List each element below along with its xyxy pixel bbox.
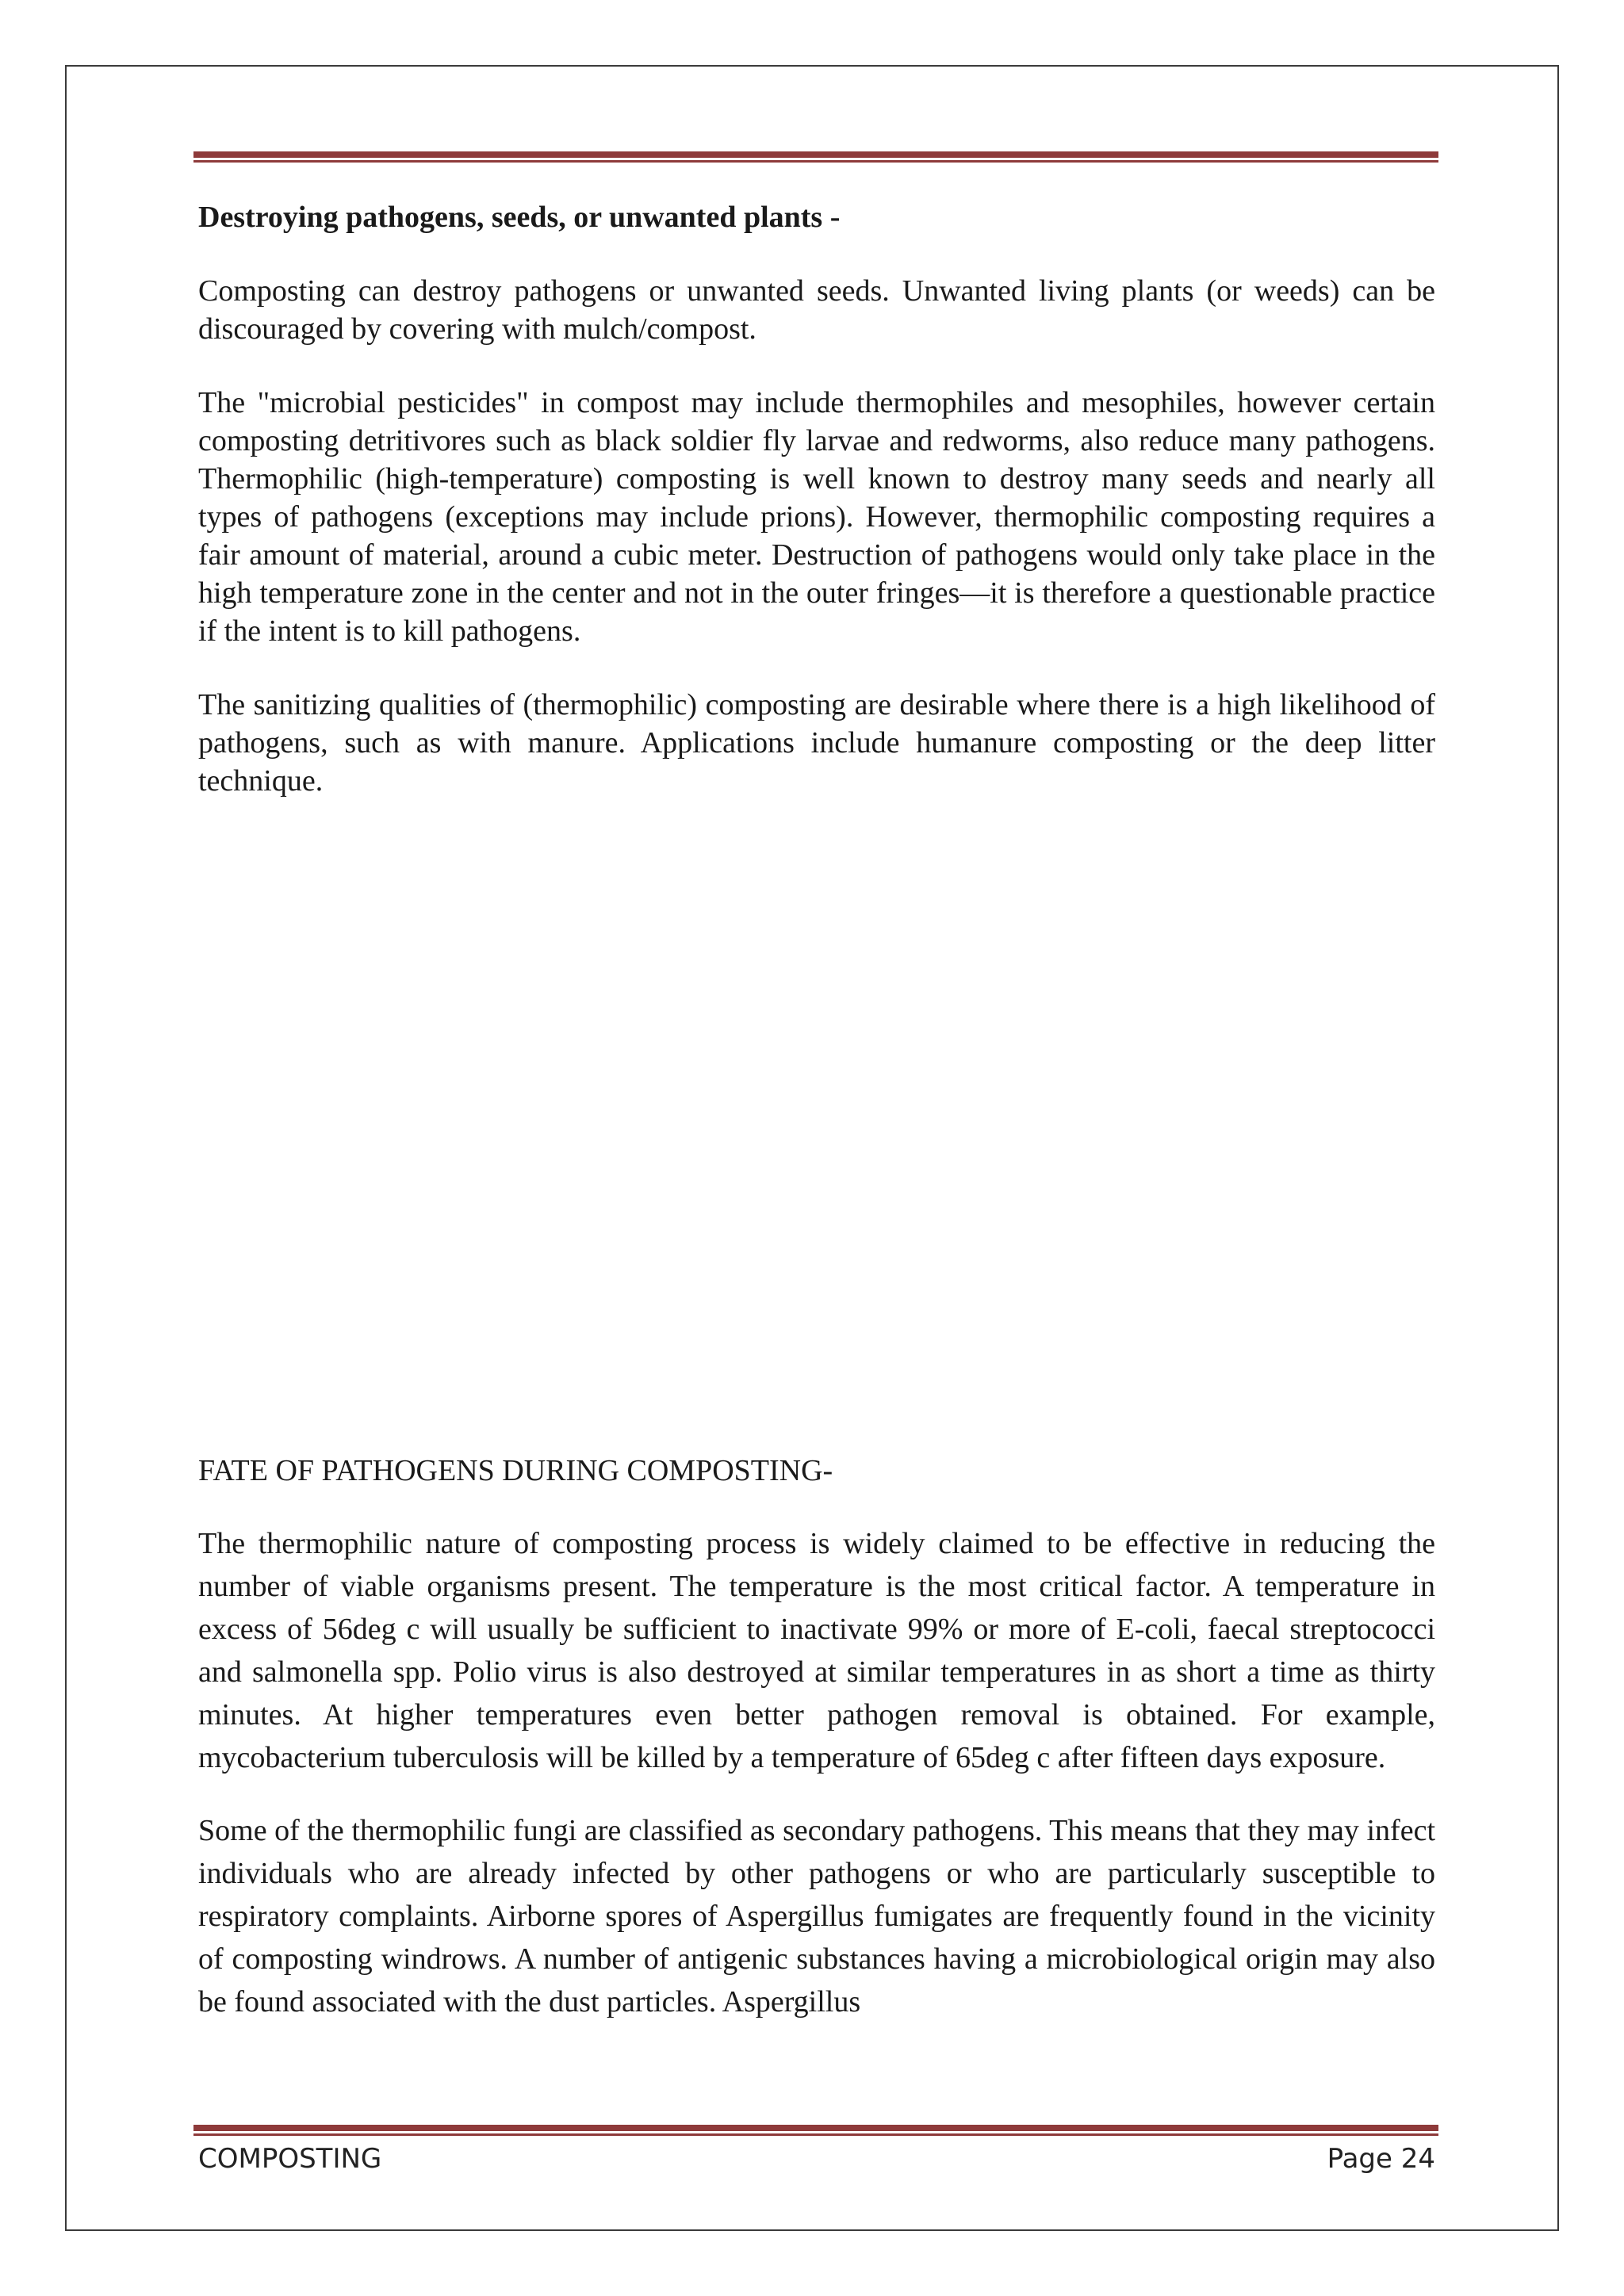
section-fate-of-pathogens bbox=[198, 1449, 1435, 2053]
footer-title: COMPOSTING bbox=[198, 2143, 382, 2175]
page-number: Page 24 bbox=[1327, 2143, 1435, 2175]
page-footer bbox=[198, 2143, 1435, 2175]
paragraph: The sanitizing qualities of (thermophilic) composting are desirable where there is a high likelihood of pathogens, such as with manure. Applications include humanure composting or the deep litter technique. bbox=[198, 688, 1435, 798]
section-heading: Destroying pathogens, seeds, or unwanted plants - bbox=[198, 201, 841, 234]
paragraph: Composting can destroy pathogens or unwanted seeds. Unwanted living plants (or weeds) can be discouraged by covering with mulch/compost. bbox=[198, 274, 1435, 346]
paragraph: Some of the thermophilic fungi are classified as secondary pathogens. This means that they may infect individuals who are already infected by other pathogens or who are particularly susceptible to respiratory complaints. Airborne spores of Aspergillus fumigates are frequently found in the vicinity of composting windrows. A number of antigenic substances having a microbiological origin may also be found associated with the dust particles. Aspergillus bbox=[198, 1814, 1435, 2019]
paragraph: The "microbial pesticides" in compost may include thermophiles and mesophiles, however certain composting detritivores such as black soldier fly larvae and redworms, also reduce many pathogens. Thermophilic (high-temperature) composting is well known to destroy many seeds and nearly all types of pathogens (exceptions may include prions). However, thermophilic composting requires a fair amount of material, around a cubic meter. Destruction of pathogens would only take place in the high temperature zone in the center and not in the outer fringes—it is therefore a questionable practice if the intent is to kill pathogens. bbox=[198, 386, 1435, 648]
paragraph: The thermophilic nature of composting process is widely claimed to be effective in reducing the number of viable organisms present. The temperature is the most critical factor. A temperature in excess of 56deg c will usually be sufficient to inactivate 99% or more of E-coli, faecal streptococci and salmonella spp. Polio virus is also destroyed at similar temperatures in as short a time as thirty minutes. At higher temperatures even better pathogen removal is obtained. For example, mycobacterium tuberculosis will be killed by a temperature of 65deg c after fifteen days exposure. bbox=[198, 1527, 1435, 1774]
footer-divider bbox=[193, 2125, 1438, 2136]
section-heading: FATE OF PATHOGENS DURING COMPOSTING- bbox=[198, 1454, 833, 1487]
section-destroying-pathogens bbox=[198, 198, 1435, 836]
header-divider bbox=[193, 151, 1438, 163]
